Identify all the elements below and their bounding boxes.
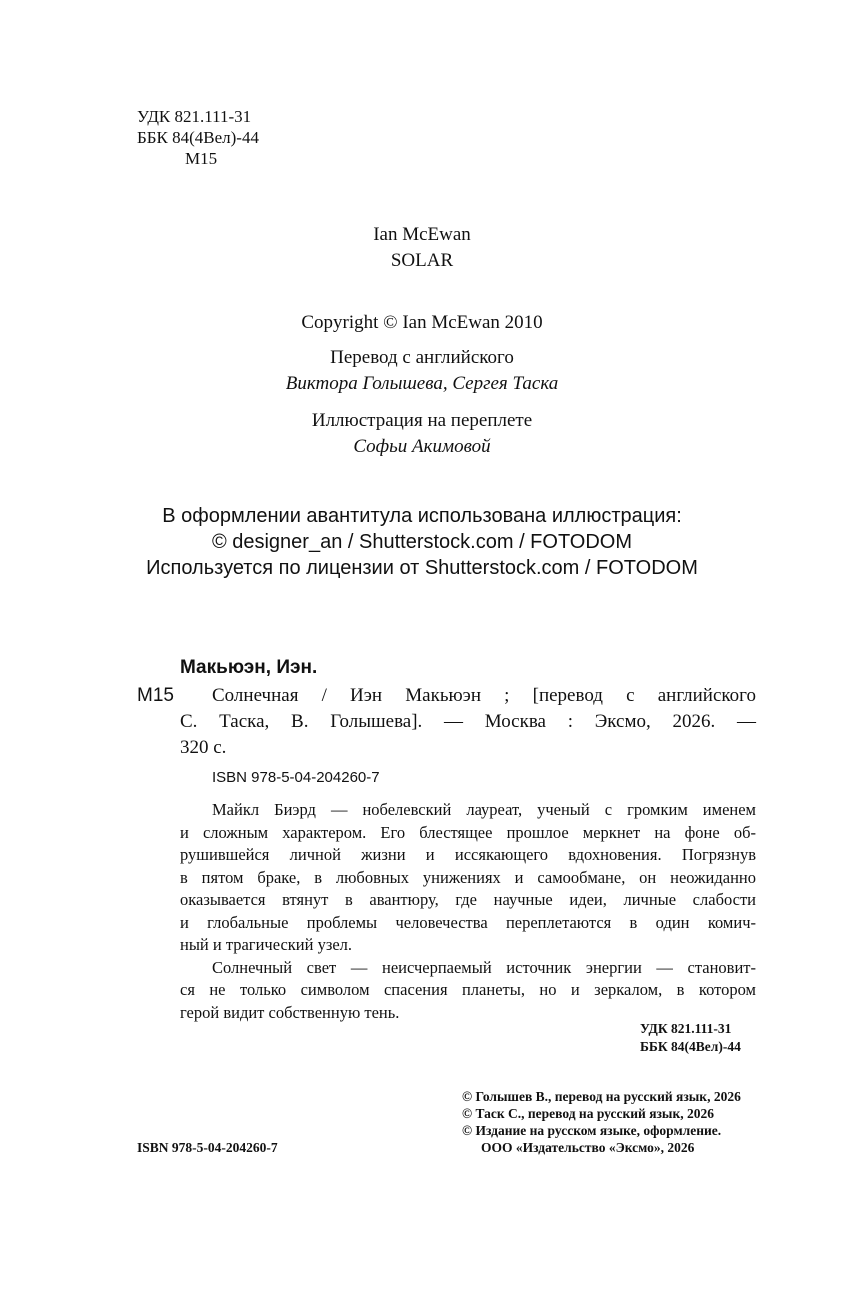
original-work <box>0 222 844 274</box>
illustration-artist: Софьи Акимовой <box>353 436 491 457</box>
record-description-cont <box>180 709 756 761</box>
original-title: SOLAR <box>390 250 454 271</box>
illustration-label: Иллюстрация на переплете <box>311 410 533 431</box>
record-heading: Макьюэн, Иэн. <box>180 657 318 678</box>
annotation <box>180 799 756 1024</box>
bottom-bbk: ББК 84(4Вел)-44 <box>640 1039 741 1054</box>
translators: Виктора Голышева, Сергея Таска <box>285 373 559 394</box>
record-line-2: С. Таска, В. Голышева]. — Москва : Эксмо, 2026. — <box>180 711 756 732</box>
record-line-3: 320 с. <box>180 737 227 758</box>
bottom-isbn: ISBN 978-5-04-204260-7 <box>137 1140 278 1155</box>
udk-code: УДК 821.111-31 <box>137 107 252 126</box>
credits-line-1: В оформлении авантитула использована иллюстрация: <box>162 505 682 527</box>
annotation-line: рушившейся личной жизни и иссякающего вдохновения. Погрязнув <box>180 845 756 864</box>
annotation-line: ся не только символом спасения планеты, но и зеркалом, в котором <box>180 980 756 999</box>
copyright-edition: © Издание на русском языке, оформление. <box>462 1123 722 1138</box>
copyright-translation-1: © Голышев В., перевод на русский язык, 2026 <box>462 1089 741 1104</box>
translation-block <box>0 345 844 397</box>
annotation-line: оказывается втянут в авантюру, где научные идеи, личные слабости <box>180 890 756 909</box>
original-copyright: Copyright © Ian McEwan 2010 <box>301 312 543 333</box>
record-author-mark: М15 <box>137 685 174 706</box>
illustration-credits <box>0 503 844 581</box>
credits-line-2: © designer_an / Shutterstock.com / FOTODOM <box>211 531 633 553</box>
annotation-line: Майкл Биэрд — нобелевский лауреат, ученый с громким именем <box>212 800 756 819</box>
copyright-line <box>0 310 844 336</box>
original-author: Ian McEwan <box>373 224 471 245</box>
author-mark: М15 <box>185 149 218 168</box>
record-isbn: ISBN 978-5-04-204260-7 <box>212 769 380 786</box>
record-line-1: Солнечная / Иэн Макьюэн ; [перевод с английского <box>212 685 756 706</box>
copyright-publisher: ООО «Издательство «Эксмо», 2026 <box>481 1140 695 1155</box>
annotation-line: Солнечный свет — неисчерпаемый источник энергии — становит- <box>212 957 756 977</box>
annotation-line: герой видит собственную тень. <box>180 1002 400 1022</box>
copyright-translation-2: © Таск С., перевод на русский язык, 2026 <box>462 1106 714 1121</box>
bottom-udk: УДК 821.111-31 <box>640 1021 732 1036</box>
translation-label: Перевод с английского <box>330 347 514 368</box>
annotation-line: и сложным характером. Его блестящее прошлое меркнет на фоне об- <box>180 822 756 842</box>
annotation-line: и глобальные проблемы человечества переплетаются в один комич- <box>180 912 756 932</box>
illustration-block <box>0 408 844 460</box>
bbk-code: ББК 84(4Вел)-44 <box>137 128 259 147</box>
annotation-line: в пятом браке, в любовных унижениях и самообмане, он неожиданно <box>180 867 756 887</box>
credits-line-3: Используется по лицензии от Shutterstock.com / FOTODOM <box>146 557 698 579</box>
record-description <box>212 683 756 709</box>
annotation-line: ный и трагический узел. <box>180 935 353 954</box>
